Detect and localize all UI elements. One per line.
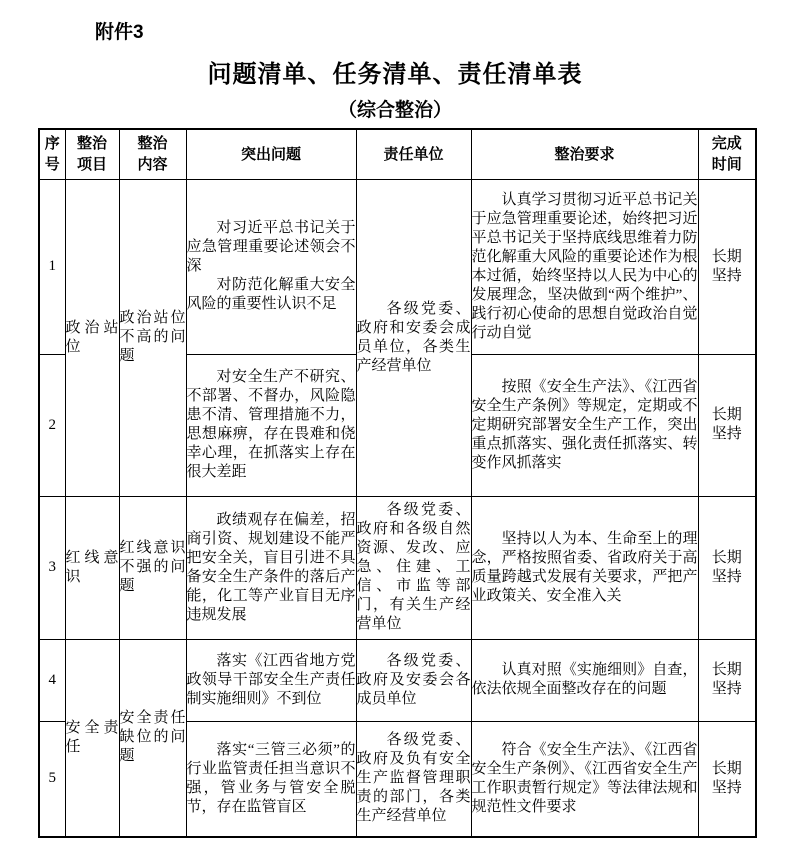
cell-unit (356, 721, 471, 837)
unit-paragraph: 各级党委、政府及负有安全生产监督管理职责的部门，各类生产经营单位 (356, 732, 471, 825)
cell-seq: 2 (39, 354, 65, 496)
table-row (39, 496, 756, 639)
cell-requirement (471, 496, 698, 639)
table-row (39, 179, 756, 354)
cell-content: 安全责任缺位的问题 (119, 639, 186, 837)
problem-paragraph: 对安全生产不研究、不部署、不督办，风险隐患不清、管理措施不力，思想麻痹，存在畏难和侥幸心理，在抓落实上存在很大差距 (186, 369, 356, 480)
requirement-paragraph: 符合《安全生产法》、《江西省安全生产条例》、《江西省安全生产工作职责暂行规定》等法律法规和规范性文件要求 (471, 741, 698, 815)
header-seq: 序号 (39, 129, 65, 179)
problem-paragraph: 对习近平总书记关于应急管理重要论述领会不深 (186, 220, 356, 274)
header-requirement: 整治要求 (471, 129, 698, 179)
attachment-label: 附件3 (95, 22, 144, 43)
cell-problem (186, 496, 356, 639)
cell-project: 安全责任 (65, 639, 119, 837)
cell-time: 长期坚持 (698, 721, 756, 837)
problem-paragraph: 政绩观存在偏差，招商引资、规划建设不能严把安全关，盲目引进不具备安全生产条件的落后产能，化工等产业盲目无序违规发展 (186, 511, 356, 623)
checklist-table (38, 128, 757, 838)
cell-requirement (471, 354, 698, 496)
cell-unit (356, 179, 471, 496)
page-title: 问题清单、任务清单、责任清单表 (207, 62, 583, 88)
cell-problem (186, 721, 356, 837)
cell-time: 长期坚持 (698, 354, 756, 496)
cell-time: 长期坚持 (698, 639, 756, 721)
header-project: 整治项目 (65, 129, 119, 179)
unit-paragraph: 各级党委、政府和各级自然资源、发改、应急、住建、工信、市监等部门，有关生产经营单位 (356, 502, 471, 632)
cell-problem (186, 179, 356, 354)
problem-paragraph: 对防范化解重大安全风险的重要性认识不足 (186, 277, 356, 312)
unit-paragraph: 各级党委、政府和安委会成员单位，各类生产经营单位 (356, 300, 471, 374)
problem-paragraph: 落实“三管三必须”的行业监管责任担当意识不强，管业务与管安全脱节，存在监管盲区 (186, 741, 356, 815)
cell-unit (356, 639, 471, 721)
cell-unit (356, 496, 471, 639)
cell-time: 长期坚持 (698, 179, 756, 354)
header-problem: 突出问题 (186, 129, 356, 179)
requirement-paragraph: 认真对照《实施细则》自查，依法依规全面整改存在的问题 (471, 662, 698, 697)
cell-content: 红线意识不强的问题 (119, 496, 186, 639)
header-content: 整治内容 (119, 129, 186, 179)
cell-project: 政治站位 (65, 179, 119, 496)
problem-paragraph: 落实《江西省地方党政领导干部安全生产责任制实施细则》不到位 (186, 652, 356, 707)
page-subtitle: （综合整治） (337, 100, 452, 121)
table-row (39, 639, 756, 721)
cell-seq: 1 (39, 179, 65, 354)
header-unit: 责任单位 (356, 129, 471, 179)
requirement-paragraph: 按照《安全生产法》、《江西省安全生产条例》等规定，定期或不定期研究部署安全生产工作，突出重点抓落实、强化责任抓落实、转变作风抓落实 (471, 378, 698, 471)
cell-requirement (471, 179, 698, 354)
cell-requirement (471, 639, 698, 721)
cell-seq: 5 (39, 721, 65, 837)
requirement-paragraph: 坚持以人为本、生命至上的理念，严格按照省委、省政府关于高质量跨越式发展有关要求，严把产业政策关、安全准入关 (471, 530, 698, 604)
cell-problem (186, 354, 356, 496)
cell-time: 长期坚持 (698, 496, 756, 639)
cell-project: 红线意识 (65, 496, 119, 639)
cell-seq: 4 (39, 639, 65, 721)
cell-content: 政治站位不高的问题 (119, 179, 186, 496)
requirement-paragraph: 认真学习贯彻习近平总书记关于应急管理重要论述，始终把习近平总书记关于坚持底线思维着力防范化解重大风险的重要论述作为根本过循，始终坚持以人民为中心的发展理念，坚决做到“两个维护”、践行初心使命的思想自觉政治自觉行动自觉 (471, 191, 698, 341)
cell-seq: 3 (39, 496, 65, 639)
cell-requirement (471, 721, 698, 837)
header-time: 完成时间 (698, 129, 756, 179)
header-row (39, 129, 756, 179)
unit-paragraph: 各级党委、政府及安委会各成员单位 (356, 652, 471, 707)
cell-problem (186, 639, 356, 721)
